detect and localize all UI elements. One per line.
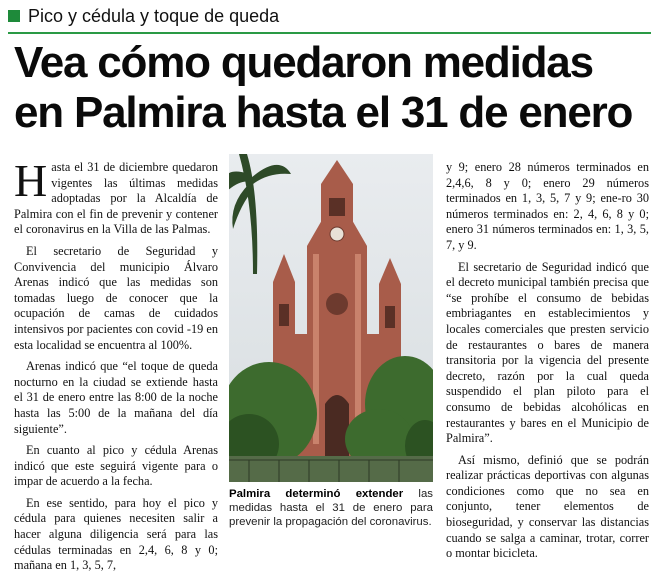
section-label: Pico y cédula y toque de queda xyxy=(28,5,280,26)
headline-line-2: en Palmira hasta el 31 de enero xyxy=(14,88,633,137)
article-paragraph-3: Arenas indicó que “el toque de queda nocturno en la ciudad se extiende hasta el 31 de enero entre las 8:00 de la noche hasta las 5:00 de la mañana del día siguiente”. xyxy=(14,359,218,436)
article-paragraph-5: En ese sentido, para hoy el pico y cédula para quienes necesiten salir a hacer alguna diligencia será para las cédulas terminadas en 2,4, 6, 8 y 0; mañana en 1, 3, 5, 7, xyxy=(14,495,218,573)
section-marker-icon xyxy=(8,10,20,22)
headline-line-1: Vea cómo quedaron medidas xyxy=(14,38,593,87)
article-paragraph-7: El secretario de Seguridad indicó que el decreto municipal también precisa que “se prohíbe el consumo de bebidas embriagantes en establecimientos y locales comerciales que presten servicio de restaurantes o bares de manera transitoria por la vigencia del presente decreto, razón por la cual queda suspendido el plan piloto para el consumo de bebidas alcohólicas en restaurantes y bares en el Municipio de Palmira”. xyxy=(446,259,649,446)
article-paragraph-8: Así mismo, definió que se podrán realizar prácticas deportivas con algunas condiciones como que no sea en conjunto, tener elementos de bioseguridad, y conservar las distancias cuando se salga a caminar, trotar, correr o montar bicicleta. xyxy=(446,452,649,561)
article-column-1 xyxy=(14,155,218,580)
article-paragraph-1 xyxy=(14,155,218,238)
caption-text: las medidas hasta el 31 de enero para prevenir la propagación del coronavirus. xyxy=(229,488,433,528)
section-kicker xyxy=(8,5,279,27)
paragraph-1-text: asta el 31 de diciembre quedaron vigentes las últimas medidas adoptadas por la Alcaldía de Palmira con el fin de prevenir y contener el coronavirus en la Villa de las Palmas. xyxy=(14,160,218,237)
article-paragraph-6: y 9; enero 28 números terminados en 2,4,6, 8 y 0; enero 29 números terminados en 1, 3, 5, 7 y 9; ene-ro 30 números terminados en: 2, 4, 6, 8 y 0; enero 31 números terminados en: 1, 3, 5, 7, y 9. xyxy=(446,160,649,252)
church-illustration xyxy=(229,154,433,482)
church-photo xyxy=(229,154,433,482)
headline xyxy=(14,38,654,138)
article-column-3 xyxy=(446,160,649,568)
photo-caption xyxy=(229,487,433,529)
article-paragraph-2: El secretario de Seguridad y Convivencia del municipio Álvaro Arenas indicó que las medidas son tomadas luego de conocer que la ocupación de camas de cuidados intensivos por pacientes con covid -19 en esta localidad se encuentra al 100%. xyxy=(14,243,218,352)
article-paragraph-4: En cuanto al pico y cédula Arenas indicó que este seguirá vigente para o impar de acuerdo a la fecha. xyxy=(14,443,218,489)
caption-lead: Palmira determinó extender xyxy=(229,488,404,500)
dropcap: H xyxy=(14,155,48,206)
section-rule xyxy=(8,32,651,34)
